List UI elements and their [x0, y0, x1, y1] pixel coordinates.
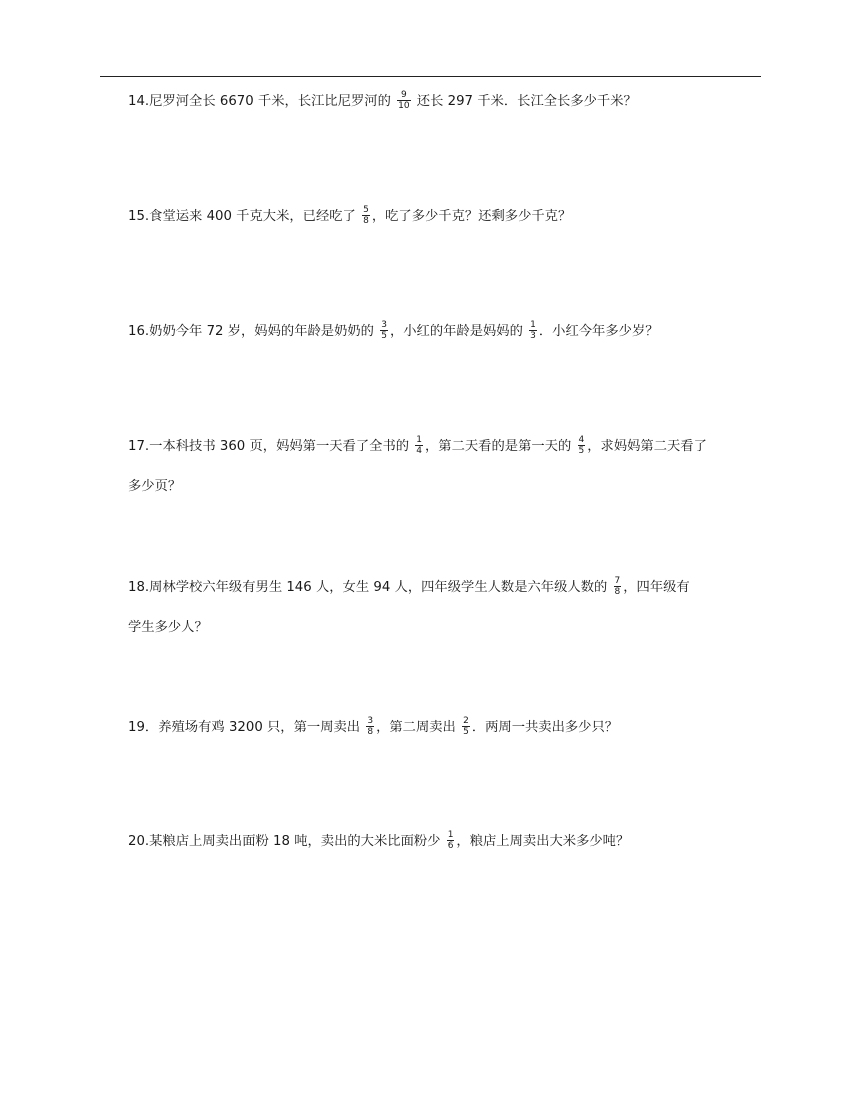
question-text: 千克大米，已经吃了 [231, 209, 361, 224]
header-rule [100, 76, 761, 77]
question-text: 人，四年级学生人数是六年级人数的 [390, 580, 612, 595]
question-text: 20.某粮店上周卖出面粉 [128, 834, 274, 849]
question-line [128, 568, 768, 608]
fraction-denominator: 5 [578, 445, 585, 456]
fraction-denominator: 5 [463, 726, 469, 737]
question-text: 3200 [228, 720, 263, 735]
question-line [128, 197, 768, 237]
question-15 [128, 197, 768, 237]
question-text: 18 [273, 834, 290, 849]
fraction [362, 205, 370, 226]
question-18 [128, 568, 768, 648]
fraction-numerator: 1 [447, 829, 454, 840]
question-text: ．两周一共卖出多少只？ [471, 720, 619, 735]
question-16 [128, 312, 768, 352]
question-text: 吨，卖出的大米比面粉少 [289, 834, 445, 849]
question-line [128, 427, 768, 467]
question-text: 17.一本科技书 [128, 439, 220, 454]
question-text: 岁，妈妈的年龄是奶奶的 [223, 324, 379, 339]
question-14 [128, 82, 768, 122]
fraction [447, 830, 455, 851]
question-text: 千米，长江比尼罗河的 [253, 94, 396, 109]
question-text: ，吃了多少千克？还剩多少千克？ [371, 209, 572, 224]
fraction-denominator: 8 [614, 586, 621, 597]
question-text: 学生多少人？ [128, 620, 208, 635]
fraction [415, 435, 423, 456]
fraction-numerator: 5 [363, 204, 369, 215]
fraction [397, 90, 410, 111]
question-text: 14.尼罗河全长 [128, 94, 220, 109]
fraction-denominator: 6 [447, 840, 454, 851]
fraction-numerator: 4 [578, 434, 585, 445]
question-text: 400 [206, 209, 232, 224]
question-text: 19．养殖场有鸡 [128, 720, 229, 735]
question-text: 297 [447, 94, 474, 109]
question-20 [128, 822, 768, 862]
fraction [614, 576, 622, 597]
question-text: 人，女生 [311, 580, 374, 595]
question-text: 页，妈妈第一天看了全书的 [245, 439, 414, 454]
fraction-denominator: 8 [367, 726, 374, 737]
fraction-numerator: 3 [381, 319, 387, 330]
question-text: 16.奶奶今年 [128, 324, 207, 339]
question-line [128, 822, 768, 862]
question-line [128, 467, 768, 507]
question-text: 千米．长江全长多少千米？ [473, 94, 637, 109]
fraction-numerator: 7 [614, 575, 621, 586]
fraction-numerator: 3 [367, 715, 374, 726]
question-text: 还长 [412, 94, 448, 109]
fraction-denominator: 3 [530, 330, 536, 341]
fraction-numerator: 2 [463, 715, 469, 726]
fraction-denominator: 4 [416, 445, 422, 456]
question-text: ，第二天看的是第一天的 [425, 439, 576, 454]
fraction [366, 716, 374, 737]
fraction [578, 435, 586, 456]
question-line [128, 312, 768, 352]
question-text: 72 [206, 324, 224, 339]
question-text: ，求妈妈第二天看了 [587, 439, 707, 454]
question-line [128, 82, 768, 122]
question-text: 18.周林学校六年级有男生 [128, 580, 287, 595]
fraction-denominator: 5 [381, 330, 387, 341]
question-19 [128, 708, 768, 748]
question-text: 多少页？ [128, 479, 182, 494]
question-text: 6670 [219, 94, 254, 109]
fraction-numerator: 1 [530, 319, 536, 330]
question-text: ，第二周卖出 [376, 720, 461, 735]
fraction-numerator: 9 [397, 90, 410, 101]
question-text: 只，第一周卖出 [262, 720, 365, 735]
question-text: 146 [286, 580, 312, 595]
question-line [128, 608, 768, 648]
question-text: ．小红今年多少岁？ [538, 324, 659, 339]
question-text: 360 [219, 439, 246, 454]
fraction-denominator: 8 [363, 215, 369, 226]
question-text: 15.食堂运来 [128, 209, 207, 224]
fraction-denominator: 10 [398, 100, 410, 111]
question-17 [128, 427, 768, 507]
question-text: ，粮店上周卖出大米多少吨？ [456, 834, 630, 849]
question-line [128, 708, 768, 748]
question-text: 94 [373, 580, 391, 595]
fraction [529, 320, 537, 341]
question-text: ，小红的年龄是妈妈的 [389, 324, 528, 339]
fraction-numerator: 1 [416, 434, 422, 445]
fraction [462, 716, 470, 737]
question-text: ，四年级有 [623, 580, 690, 595]
fraction [380, 320, 388, 341]
